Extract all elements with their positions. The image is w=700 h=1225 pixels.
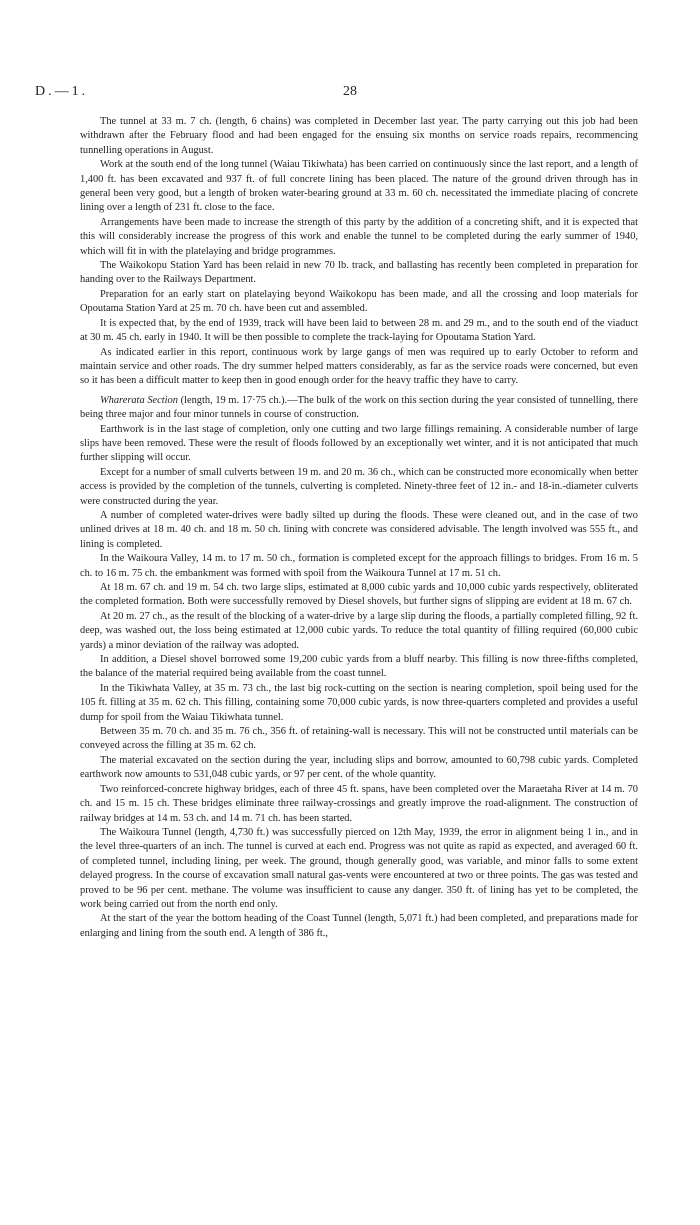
paragraph: At the start of the year the bottom heading of the Coast Tunnel (length, 5,071 ft.) had been completed, and preparations made for enlarging and lining from the south end. A length of 386 ft., <box>80 913 638 939</box>
paragraph: In addition, a Diesel shovel borrowed some 19,200 cubic yards from a bluff nearby. This filling is now three-fifths completed, the balance of the material required being available from the coast tunnel. <box>80 654 638 680</box>
paragraph: The Waikokopu Station Yard has been relaid in new 70 lb. track, and ballasting has recently been completed in preparation for handing over to the Railways Department. <box>80 260 638 286</box>
page-header <box>0 84 700 104</box>
paragraph: As indicated earlier in this report, continuous work by large gangs of men was required up to early October to reform and maintain service and other roads. The dry summer helped matters considerably, as far as the service roads were concerned, but even so it has been a difficult matter to keep then in good enough order for the heavy traffic they have to carry. <box>80 346 638 387</box>
paragraph: Work at the south end of the long tunnel (Waiau Tikiwhata) has been carried on continuously since the last report, and a length of 1,400 ft. has been excavated and 937 ft. of full concrete lining has been placed. The nature of the ground driven through has in general been very good, but a length of broken water-bearing ground at 33 m. 60 ch. necessitated the immediate placing of concrete lining over a length of 231 ft. close to the face. <box>80 159 638 214</box>
document-body <box>80 115 638 941</box>
section-title: Wharerata Section <box>100 394 178 406</box>
paragraph: Between 35 m. 70 ch. and 35 m. 76 ch., 356 ft. of retaining-wall is necessary. This will not be constructed until materials can be conveyed across the filling at 35 m. 62 ch. <box>80 726 638 752</box>
paragraph: The Waikoura Tunnel (length, 4,730 ft.) was successfully pierced on 12th May, 1939, the error in alignment being 1 in., and in the level three-quarters of an inch. The tunnel is curved at each end. Progress was not quite as rapid as expected, and averaged 60 ft. of completed tunnel, including lining, per week. The ground, though generally good, was variable, and minor falls to some extent delayed progress. In the course of excavation small natural gas-vents were encountered at two or three points. The gas was tested and proved to be 96 per cent. methane. The volume was insufficient to cause any danger. 350 ft. of lining has yet to be completed, the work being carried out from the north end only. <box>80 826 638 910</box>
paragraph: At 18 m. 67 ch. and 19 m. 54 ch. two large slips, estimated at 8,000 cubic yards and 10,000 cubic yards respectively, obliterated the completed formation. Both were successfully removed by Diesel shovels, but further signs of slipping are evident at 18 m. 67 ch. <box>80 582 638 608</box>
paragraph: At 20 m. 27 ch., as the result of the blocking of a water-drive by a large slip during the floods, a partially completed filling, 92 ft. deep, was washed out, the loss being estimated at 12,000 cubic yards. To reduce the total quantity of filling required (60,000 cubic yards) a minor deviation of the railway was adopted. <box>80 610 638 651</box>
document-code: D.—1. <box>35 84 89 99</box>
paragraph: The tunnel at 33 m. 7 ch. (length, 6 chains) was completed in December last year. The party carrying out this job had been withdrawn after the February flood and had been engaged for the ensuing six months on service roads repairs, recommencing tunnelling operations in August. <box>80 116 638 156</box>
paragraph: Arrangements have been made to increase the strength of this party by the addition of a concreting shift, and it is expected that this will considerably increase the progress of this work and enable the tunnel to be completed during the early summer of 1940, which will fit in with the platelaying and bridge programmes. <box>80 216 638 257</box>
paragraph: A number of completed water-drives were badly silted up during the floods. These were cleaned out, and in the case of two unlined drives at 18 m. 40 ch. and 18 m. 50 ch. lining with concrete was considered advisable. The length involved was 555 ft., and lining is completed. <box>80 509 638 550</box>
paragraph: In the Waikoura Valley, 14 m. to 17 m. 50 ch., formation is completed except for the approach fillings to bridges. From 16 m. 5 ch. to 16 m. 75 ch. the embankment was formed with spoil from the Waikoura Tunnel at 17 m. 51 ch. <box>80 553 638 579</box>
page-number: 28 <box>343 84 357 99</box>
paragraph: Earthwork is in the last stage of completion, only one cutting and two large fillings remaining. A considerable number of large slips have been removed. These were the result of floods followed by an exceptionally wet winter, and it is not anticipated that much further slipping will occur. <box>80 423 638 464</box>
paragraph: Preparation for an early start on platelaying beyond Waikokopu has been made, and all the crossing and loop materials for Opoutama Station Yard at 25 m. 70 ch. have been cut and assembled. <box>80 288 638 315</box>
paragraph: The material excavated on the section during the year, including slips and borrow, amounted to 60,798 cubic yards. Completed earthwork now amounts to 531,048 cubic yards, or 97 per cent. of the whole quantity. <box>80 754 638 781</box>
paragraph: Two reinforced-concrete highway bridges, each of three 45 ft. spans, have been completed over the Maraetaha River at 14 m. 70 ch. and 15 m. 15 ch. These bridges eliminate three railway-crossings and greatly improve the road-alignment. The construction of railway bridges at 14 m. 53 ch. and 14 m. 71 ch. has been started. <box>80 783 638 824</box>
section-paragraph <box>80 394 638 423</box>
paragraph: In the Tikiwhata Valley, at 35 m. 73 ch., the last big rock-cutting on the section is nearing completion, spoil being used for the 105 ft. filling at 35 m. 62 ch. This filling, containing some 70,000 cubic yards, is now three-quarters completed and provides a useful dump for spoil from the Waiau Tikiwhata tunnel. <box>80 682 638 723</box>
section-lead: (length, 19 m. 17·75 ch.).—The bulk of the work on this section during the year consisted of tunnelling, there being three major and four minor tunnels in course of construction. <box>80 394 638 421</box>
paragraph: It is expected that, by the end of 1939, track will have been laid to between 28 m. and 29 m., and to the south end of the viaduct at 30 m. 45 ch. early in 1940. It will be then possible to complete the track-laying for Opoutama Station Yard. <box>80 317 638 344</box>
paragraph: Except for a number of small culverts between 19 m. and 20 m. 36 ch., which can be constructed more economically when better access is provided by the completion of the tunnels, culverting is completed. Ninety-three feet of 12 in.- and 18-in.-diameter culverts were constructed during the year. <box>80 466 638 507</box>
